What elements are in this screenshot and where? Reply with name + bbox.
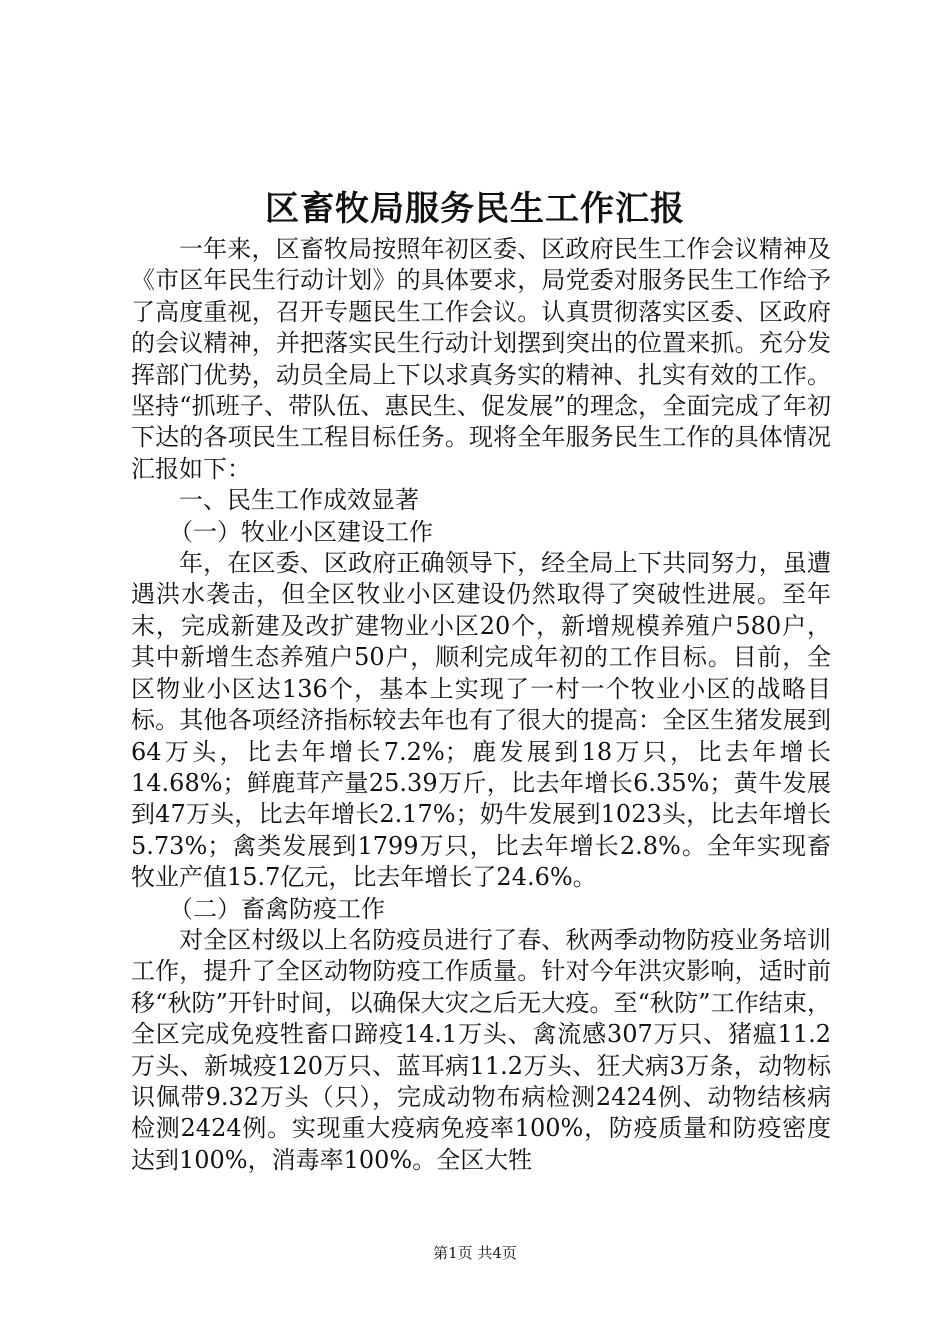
pasture-paragraph: 年，在区委、区政府正确领导下，经全局上下共同努力，虽遭遇洪水袭击，但全区牧业小区建设仍然取得了突破性进展。至年末，完成新建及改扩建物业小区20个，新增规模养殖户580户，其中新增生态养殖户50户，顺利完成年初的工作目标。目前，全区物业小区达136个，基本上实现了一村一个牧业小区的战略目标。其他各项经济指标较去年也有了很大的提高：全区生猪发展到64万头，比去年增长7.2%；鹿发展到18万只，比去年增长14.68%；鲜鹿茸产量25.39万斤，比去年增长6.35%；黄牛发展到47万头，比去年增长2.17%；奶牛发展到1023头，比去年增长5.73%；禽类发展到1799万只，比去年增长2.8%。全年实现畜牧业产值15.7亿元，比去年增长了24.6%。	[131, 549, 831, 892]
subsection-heading-pasture: （一）牧业小区建设工作	[169, 517, 433, 546]
section-heading: 一、民生工作成效显著	[179, 486, 419, 515]
page-number-footer: 第1页 共4页	[433, 1244, 517, 1262]
intro-paragraph: 一年来，区畜牧局按照年初区委、区政府民生工作会议精神及《市区年民生行动计划》的具体要求，局党委对服务民生工作给予了高度重视，召开专题民生工作会议。认真贯彻落实区委、区政府的会议精神，并把落实民生行动计划摆到突出的位置来抓。充分发挥部门优势，动员全局上下以求真务实的精神、扎实有效的工作。坚持“抓班子、带队伍、惠民生、促发展”的理念，全面完成了年初下达的各项民生工程目标任务。现将全年服务民生工作的具体情况汇报如下：	[131, 235, 831, 483]
epidemic-paragraph: 对全区村级以上名防疫员进行了春、秋两季动物防疫业务培训工作，提升了全区动物防疫工作质量。针对今年洪灾影响，适时前移“秋防”开针时间，以确保大灾之后无大疫。至“秋防”工作结束，全区完成免疫牲畜口蹄疫14.1万头、禽流感307万只、猪瘟11.2万头、新城疫120万只、蓝耳病11.2万头、狂犬病3万条，动物标识佩带9.32万头（只），完成动物布病检测2424例、动物结核病检测2424例。实现重大疫病免疫率100%，防疫质量和防疫密度达到100%，消毒率100%。全区大牲	[131, 925, 831, 1174]
document-body	[131, 234, 831, 1176]
document-title: 区畜牧局服务民生工作汇报	[265, 189, 685, 229]
subsection-heading-epidemic: （二）畜禽防疫工作	[169, 894, 385, 923]
